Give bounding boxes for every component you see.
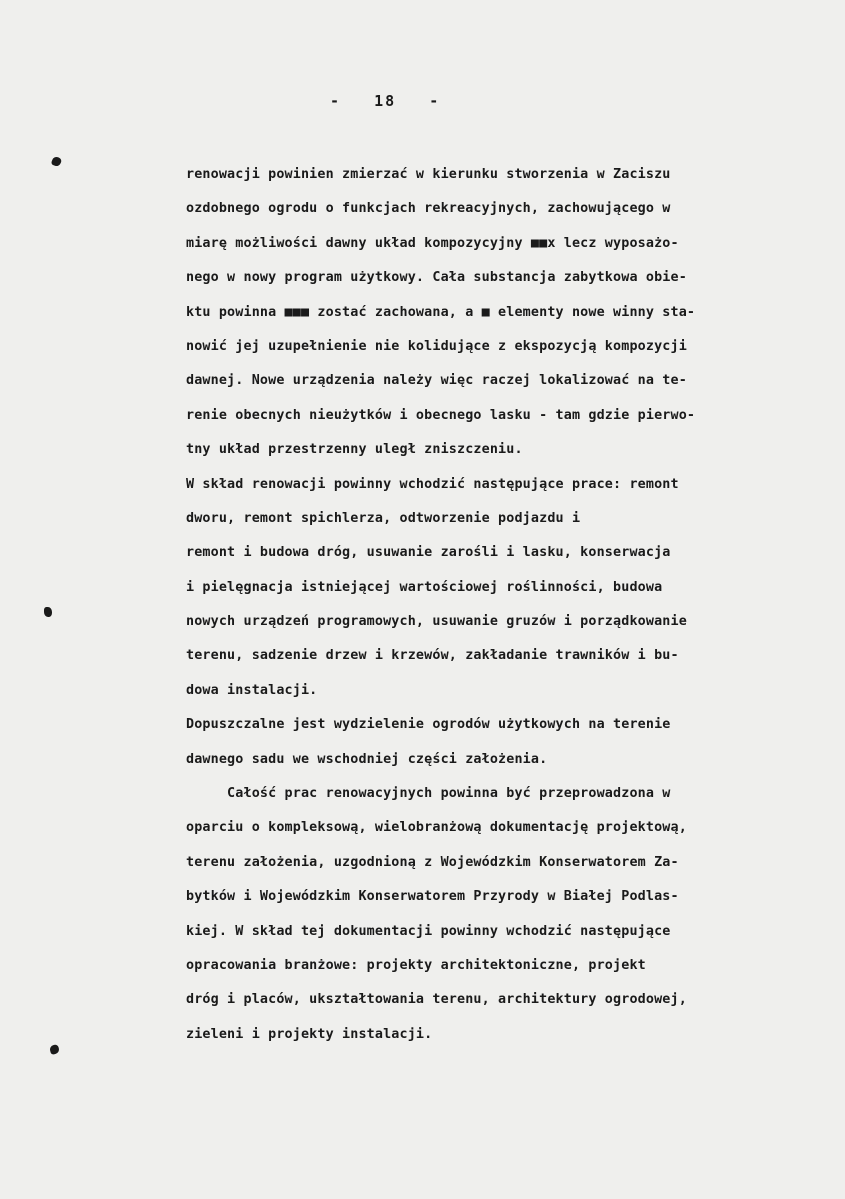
text-line: miarę możliwości dawny układ kompozycyjny ■■x lecz wyposażo- — [186, 235, 679, 251]
ink-mark — [49, 1044, 60, 1055]
text-line: terenu, sadzenie drzew i krzewów, zakładanie trawników i bu- — [186, 648, 679, 664]
text-line: dawnego sadu we wschodniej części założenia. — [186, 751, 548, 767]
text-line: Dopuszczalne jest wydzielenie ogrodów użytkowych na terenie — [186, 717, 671, 733]
text-line: W skład renowacji powinny wchodzić następujące prace: remont — [186, 476, 679, 492]
text-line: remont i budowa dróg, usuwanie zarośli i lasku, konserwacja — [186, 545, 671, 561]
text-line: zieleni i projekty instalacji. — [186, 1026, 433, 1042]
page-number: - 18 - — [330, 92, 441, 110]
text-line: Całość prac renowacyjnych powinna być przeprowadzona w — [186, 786, 671, 802]
text-line: nowych urządzeń programowych, usuwanie gruzów i porządkowanie — [186, 614, 687, 630]
text-line: dróg i placów, ukształtowania terenu, architektury ogrodowej, — [186, 992, 687, 1008]
text-line: ktu powinna ■■■ zostać zachowana, a ■ elementy nowe winny sta- — [186, 304, 696, 320]
text-line: tny układ przestrzenny uległ zniszczeniu. — [186, 442, 523, 458]
text-line: nowić jej uzupełnienie nie kolidujące z ekspozycją kompozycji — [186, 338, 687, 354]
text-line: opracowania branżowe: projekty architektoniczne, projekt — [186, 957, 646, 973]
text-line: ozdobnego ogrodu o funkcjach rekreacyjnych, zachowującego w — [186, 201, 671, 217]
text-line: bytków i Wojewódzkim Konserwatorem Przyrody w Białej Podlas- — [186, 889, 679, 905]
text-line: kiej. W skład tej dokumentacji powinny wchodzić następujące — [186, 923, 671, 939]
text-line: renie obecnych nieużytków i obecnego lasku - tam gdzie pierwo- — [186, 407, 696, 423]
text-line: renowacji powinien zmierzać w kierunku stworzenia w Zaciszu — [186, 167, 671, 182]
text-line: terenu założenia, uzgodnioną z Wojewódzkim Konserwatorem Za- — [186, 854, 679, 870]
ink-mark — [51, 156, 63, 168]
text-line: nego w nowy program użytkowy. Cała substancja zabytkowa obie- — [186, 270, 687, 286]
text-line: oparciu o kompleksową, wielobranżową dokumentację projektową, — [186, 820, 687, 836]
body-text — [186, 158, 826, 1052]
text-line: i pielęgnacja istniejącej wartościowej roślinności, budowa — [186, 579, 663, 595]
text-line: dworu, remont spichlerza, odtworzenie podjazdu i — [186, 510, 581, 526]
ink-mark — [44, 607, 52, 617]
text-line: dawnej. Nowe urządzenia należy więc raczej lokalizować na te- — [186, 373, 687, 389]
text-line: dowa instalacji. — [186, 682, 318, 698]
